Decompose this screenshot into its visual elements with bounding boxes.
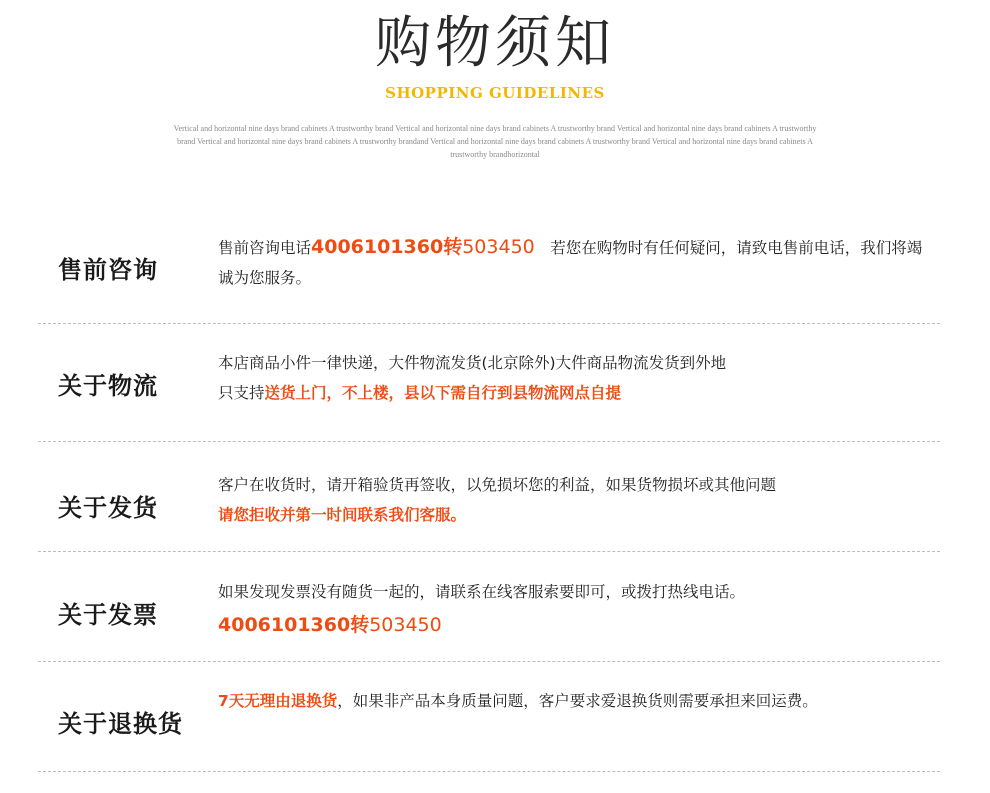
section-label: 售前咨询 [58, 256, 158, 284]
section-shipping [38, 470, 940, 550]
highlight-text: 送货上门，不上楼，县以下需自行到县物流网点自提 [264, 384, 622, 402]
phone-extension: 503450 [462, 236, 535, 258]
divider [38, 771, 940, 772]
section-label: 关于发票 [58, 601, 158, 629]
divider [38, 551, 940, 552]
phone-number: 4006101360转 [311, 236, 463, 258]
body-line: 如果发现发票没有随货一起的，请联系在线客服索要即可，或拨打热线电话。 [218, 583, 746, 601]
section-logistics [38, 348, 940, 428]
divider [38, 661, 940, 662]
body-text: 若您在购物时有任何疑问，请致电售前电话，我们将竭诚为您服务。 [218, 239, 923, 287]
intro-text: Vertical and horizontal nine days brand cabinets A trustworthy brand Vertical and horizontal nine days brand cabinets A trustworthy brand Vertical and horizontal nine days brand cabinets A trustworthy brand Vertical and horizontal nine days brand cabinets A trustworthy brandand Vertical and horizontal nine days brand cabinets A trustworthy brand Vertical and horizontal nine days brand cabinets A trustworthy brandhorizontal [173, 124, 817, 159]
section-body [218, 577, 928, 641]
page-subtitle: SHOPPING GUIDELINES [385, 84, 605, 102]
section-label: 关于物流 [58, 372, 158, 400]
highlight-text: 请您拒收并第一时间联系我们客服。 [218, 506, 467, 524]
body-text: ，如果非产品本身质量问题，客户要求爱退换货则需要承担来回运费。 [337, 692, 818, 710]
page-title: 购物须知 [375, 11, 615, 76]
highlight-text: 7天无理由退换货 [218, 692, 338, 710]
section-presale [38, 232, 940, 312]
section-invoice [38, 577, 940, 657]
section-body [218, 470, 928, 530]
section-body [218, 348, 928, 408]
body-line: 本店商品小件一律快递，大件物流发货(北京除外)大件商品物流发货到外地 [218, 354, 727, 372]
section-label: 关于发货 [58, 494, 158, 522]
divider [38, 323, 940, 324]
phone-number: 4006101360转 [218, 614, 370, 636]
divider [38, 441, 940, 442]
section-label: 关于退换货 [58, 710, 183, 738]
body-line: 客户在收货时，请开箱验货再签收，以免损坏您的利益，如果货物损坏或其他问题 [218, 476, 777, 494]
body-text: 只支持 [218, 384, 265, 402]
section-body [218, 686, 928, 716]
section-body [218, 232, 928, 293]
body-line [218, 610, 928, 641]
body-text: 售前咨询电话 [218, 239, 312, 257]
body-line [218, 378, 928, 408]
section-returns [38, 686, 940, 766]
phone-extension: 503450 [369, 614, 442, 636]
